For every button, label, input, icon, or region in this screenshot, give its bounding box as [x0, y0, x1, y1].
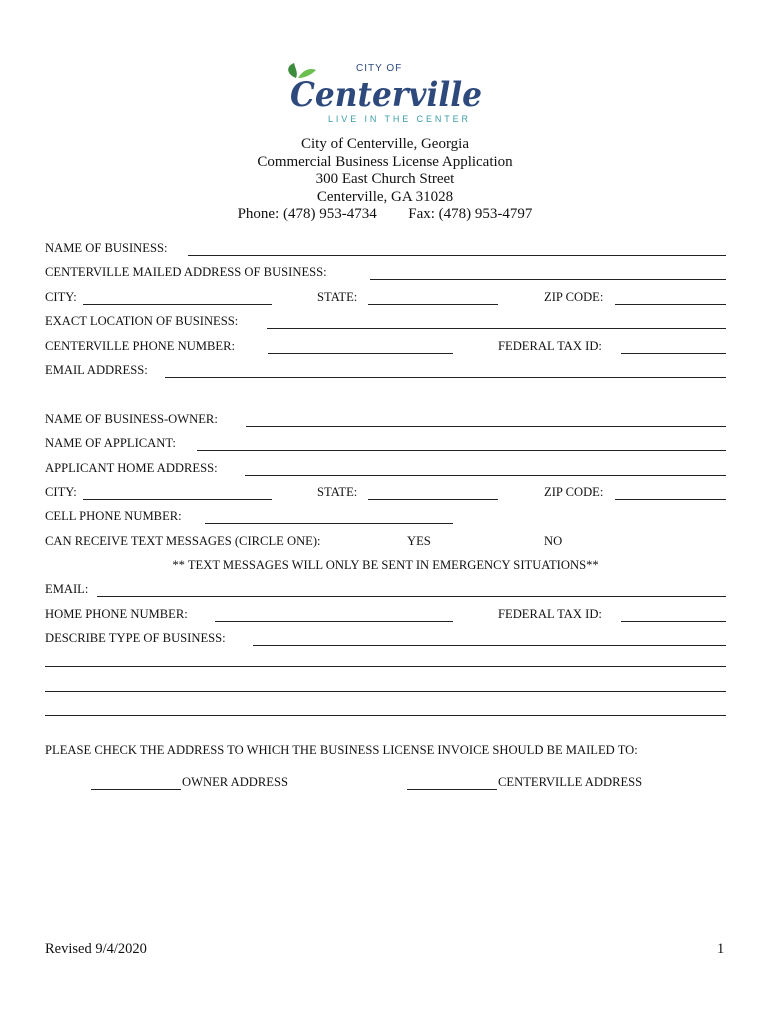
describe-business-field[interactable]	[253, 631, 726, 646]
owner-name-field[interactable]	[246, 412, 726, 427]
describe-business-line-4[interactable]	[45, 715, 726, 716]
label-zip: ZIP CODE:	[544, 290, 604, 304]
label-centerville-phone: CENTERVILLE PHONE NUMBER:	[45, 339, 235, 353]
row-describe-business	[45, 630, 726, 648]
label-federal-tax-id: FEDERAL TAX ID:	[498, 607, 602, 621]
option-yes[interactable]: YES	[407, 534, 431, 548]
option-no[interactable]: NO	[544, 534, 563, 548]
label-mailed-address: CENTERVILLE MAILED ADDRESS OF BUSINESS:	[45, 265, 327, 279]
revised-date: Revised 9/4/2020	[45, 941, 147, 957]
applicant-name-field[interactable]	[197, 436, 726, 451]
applicant-city-field[interactable]	[83, 485, 272, 500]
row-address-options	[45, 774, 726, 792]
row-applicant-name	[45, 435, 726, 453]
label-exact-location: EXACT LOCATION OF BUSINESS:	[45, 314, 239, 328]
centerville-logo	[282, 60, 492, 126]
centerville-address-checkbox[interactable]	[407, 775, 497, 790]
row-exact-location	[45, 313, 726, 331]
row-receive-texts	[45, 533, 726, 551]
label-state: STATE:	[317, 485, 358, 499]
business-state-field[interactable]	[368, 290, 498, 305]
label-email: EMAIL:	[45, 582, 89, 596]
label-zip: ZIP CODE:	[544, 485, 604, 499]
label-cell-phone: CELL PHONE NUMBER:	[45, 509, 182, 523]
logo-city-of: CITY OF	[356, 63, 403, 74]
exact-location-field[interactable]	[267, 314, 726, 329]
mailed-address-field[interactable]	[370, 265, 726, 280]
header-city: City of Centerville, Georgia	[300, 136, 470, 152]
row-business-city-state-zip	[45, 289, 726, 307]
header-contact	[0, 206, 770, 224]
label-centerville-address: CENTERVILLE ADDRESS	[498, 775, 643, 789]
row-business-phone-tax	[45, 338, 726, 356]
label-state: STATE:	[317, 290, 358, 304]
describe-business-line-2[interactable]	[45, 666, 726, 667]
logo-wordmark: Centerville	[290, 75, 482, 115]
cell-phone-field[interactable]	[205, 509, 453, 524]
label-applicant-name: NAME OF APPLICANT:	[45, 436, 176, 450]
owner-federal-tax-id-field[interactable]	[621, 607, 726, 622]
header-city-state-zip: Centerville, GA 31028	[316, 188, 454, 205]
centerville-phone-field[interactable]	[268, 339, 453, 354]
page-number: 1	[717, 941, 725, 957]
label-applicant-home: APPLICANT HOME ADDRESS:	[45, 461, 218, 475]
label-email-address: EMAIL ADDRESS:	[45, 363, 148, 377]
email-address-field[interactable]	[165, 363, 726, 378]
applicant-state-field[interactable]	[368, 485, 498, 500]
row-business-name	[45, 240, 726, 258]
federal-tax-id-field[interactable]	[621, 339, 726, 354]
label-federal-tax-id: FEDERAL TAX ID:	[498, 339, 602, 353]
label-owner-name: NAME OF BUSINESS-OWNER:	[45, 412, 218, 426]
applicant-home-field[interactable]	[245, 461, 726, 476]
label-receive-texts: CAN RECEIVE TEXT MESSAGES (CIRCLE ONE):	[45, 534, 321, 548]
label-home-phone: HOME PHONE NUMBER:	[45, 607, 188, 621]
row-check-address	[45, 742, 726, 760]
label-city: CITY:	[45, 485, 77, 499]
row-cell-phone	[45, 508, 726, 526]
row-applicant-city-state-zip	[45, 484, 726, 502]
label-describe-business: DESCRIBE TYPE OF BUSINESS:	[45, 631, 226, 645]
row-email-address	[45, 362, 726, 380]
owner-address-checkbox[interactable]	[91, 775, 181, 790]
label-city: CITY:	[45, 290, 77, 304]
row-text-note	[45, 557, 726, 575]
row-mailed-address	[45, 264, 726, 282]
text-message-note: ** TEXT MESSAGES WILL ONLY BE SENT IN EMERGENCY SITUATIONS**	[172, 558, 599, 572]
home-phone-field[interactable]	[215, 607, 453, 622]
row-owner-name	[45, 411, 726, 429]
header-phone: Phone: (478) 953-4734	[237, 206, 377, 222]
row-email	[45, 581, 726, 599]
label-owner-address: OWNER ADDRESS	[182, 775, 289, 789]
form-header	[0, 136, 770, 224]
row-applicant-home	[45, 460, 726, 478]
header-title: Commercial Business License Application	[257, 153, 513, 170]
business-name-field[interactable]	[188, 241, 726, 256]
label-check-address: PLEASE CHECK THE ADDRESS TO WHICH THE BUSINESS LICENSE INVOICE SHOULD BE MAILED TO:	[45, 743, 638, 757]
header-fax: Fax: (478) 953-4797	[408, 206, 533, 222]
logo-tagline: LIVE IN THE CENTER	[328, 114, 468, 124]
email-field[interactable]	[97, 582, 726, 597]
business-zip-field[interactable]	[615, 290, 726, 305]
row-home-phone-tax	[45, 606, 726, 624]
describe-business-line-3[interactable]	[45, 691, 726, 692]
applicant-zip-field[interactable]	[615, 485, 726, 500]
label-business-name: NAME OF BUSINESS:	[45, 241, 168, 255]
business-city-field[interactable]	[83, 290, 272, 305]
header-street: 300 East Church Street	[315, 171, 455, 187]
